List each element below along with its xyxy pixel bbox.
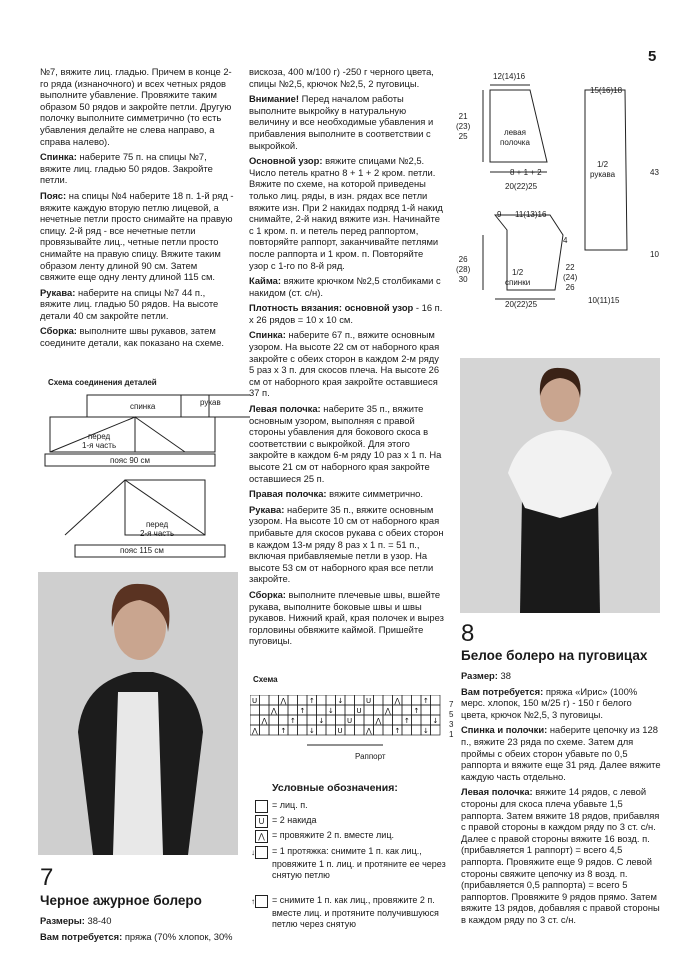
- text: вяжите спицами №2,5. Число петель кратно 8 + 1 + 2 кром. петли. Вяжите по схеме, на которой приведены только лиц. ряды, в изн. рядах все петли вяжите изн. При 2 накидах подряд 1-й накид снимайте, 2-й накид вяжите изн. Начинайте с 1 кром. п. и петель перед раппортом, повторяйте раппорт, заканчивайте петлями после раппорта и 1 кром. п. Повторяйте узор с 1-го по 8-й ряд.: [249, 155, 443, 271]
- scheme-cell: [412, 695, 422, 705]
- scheme-cell: [421, 715, 431, 725]
- text: наберите на спицы №7 44 п., вяжите лиц. гладью 50 рядов. На высоте детали 40 см закройте петли.: [40, 286, 219, 321]
- paragraph: №7, вяжите лиц. гладью. Причем в конце 2-го ряда (изнаночного) и всех четных рядов выполните убавление. Провяжите таким образом 50 рядов и закройте петли. Другую полочку выполните симметрично (то есть убавления делайте не слева направо, а справа налево).: [40, 66, 232, 147]
- scheme-cell: [412, 725, 422, 735]
- scheme-cell: [269, 695, 279, 705]
- scheme-cell: [317, 705, 327, 715]
- scheme-symbol: ⋀: [366, 727, 372, 735]
- paragraph-back: [40, 151, 235, 186]
- scheme-cell: [288, 695, 298, 705]
- text: наберите 75 п. на спицы №7, вяжите лиц. гладью 50 рядов. Закройте петли.: [40, 151, 213, 186]
- scheme-cell: [402, 705, 412, 715]
- text: на спицы №4 наберите 18 п. 1-й ряд - вяжите каждую вторую петлю лицевой, а нечетные петли просто снимайте на правую спицу. 2-й ряд - все нечетные петли провязывайте лиц., четные петли просто снимайте на правую спицу. Вяжите таким образом ленту длиной 90 см. Затем свяжите еще одну ленту длиной 115 см.: [40, 189, 234, 283]
- scheme-row-numbers: 7 5 3 1: [449, 700, 454, 739]
- paragraph-sleeve: [40, 287, 235, 322]
- scheme-cell: [355, 715, 365, 725]
- label: Левая полочка:: [249, 403, 321, 415]
- text: - 16 п. х 26 рядов = 10 х 10 см.: [249, 302, 443, 325]
- text: вяжите крючком №2,5 столбиками с накидом (ст. с/н).: [249, 275, 441, 298]
- page-number: 5: [648, 48, 657, 65]
- scheme-cell: [374, 695, 384, 705]
- model-7-illustration: [38, 572, 238, 855]
- pattern-back-r2: 22 (24) 26: [563, 263, 578, 292]
- scheme-cell: [393, 705, 403, 715]
- legend-item: ↓ = 1 протяжка: снимите 1 п. как лиц., провяжите 1 п. лиц. и протяните ее через снятую петлю: [251, 846, 446, 880]
- scheme-cell: [336, 715, 346, 725]
- scheme-symbol: ⋀: [375, 717, 382, 725]
- scheme-symbol: ⋀: [385, 707, 391, 715]
- text: наберите цепочку из 128 п., вяжите 23 ряда по схеме. Затем для проймы с обеих сторон убавьте по 0,5 раппорта и вяжите еще 31 ряд. Далее вяжите каждую часть отдельно.: [461, 724, 661, 782]
- scheme-cell: [364, 715, 374, 725]
- pattern-back-top1: 9: [497, 210, 502, 219]
- scheme-cell: [383, 725, 393, 735]
- label: Основной узор:: [249, 155, 323, 167]
- scheme-cell: [336, 705, 346, 715]
- label: Внимание!: [249, 93, 299, 105]
- text: наберите 35 п., вяжите основным узором, выполняя с правой стороны убавления для бокового скоса в соответствии с выкройкой. Для этого закройте в каждом 6-м ряду 10 раз х 1 п. На высоте 21 см от наборного края закройте оставшиеся 25 п.: [249, 403, 442, 484]
- text: пряжа «Ирис» (100% мерс. хлопок, 150 м/25 г) - 150 г белого цвета, крючок №2,5, 3 пуговицы.: [461, 685, 638, 720]
- scheme-cell: [412, 715, 422, 725]
- scheme-symbol: ⋀: [261, 717, 268, 725]
- scheme-cell: [402, 695, 412, 705]
- paragraph-assembly: [40, 325, 235, 348]
- scheme-cell: [431, 725, 441, 735]
- photo-model-8: [460, 358, 660, 613]
- label: Пояс:: [40, 189, 67, 201]
- scheme-cell: [269, 715, 279, 725]
- scheme-cell: [279, 705, 289, 715]
- knit-symbol-icon: [255, 800, 268, 813]
- column-2: [249, 66, 444, 651]
- scheme-symbol: ↑: [280, 727, 287, 735]
- label: Сборка:: [249, 588, 286, 600]
- label: Размер:: [461, 670, 498, 681]
- legend-item: ↑ = снимите 1 п. как лиц., провяжите 2 п. вместе лиц. и протяните получившуюся петлю через снятую: [251, 895, 439, 929]
- model-7-title: Черное ажурное болеро: [40, 893, 202, 908]
- diagram-label-belt1: пояс 90 см: [110, 456, 150, 465]
- scheme-symbol: ↓: [432, 717, 439, 725]
- assembly-diagram-title: Схема соединения деталей: [48, 378, 157, 387]
- scheme-cell: [431, 705, 441, 715]
- model-8-info: [461, 670, 661, 929]
- legend-title: Условные обозначения:: [272, 782, 398, 794]
- scheme-symbol: U: [366, 697, 372, 705]
- label: Размеры:: [40, 915, 85, 926]
- pattern-sleeve-bottom-height: 10: [650, 250, 659, 259]
- scheme-symbol: ↑: [394, 727, 401, 735]
- photo-model-7: [38, 572, 238, 855]
- pattern-back-side: 26 (28) 30: [456, 255, 471, 284]
- label: Плотность вязания: основной узор: [249, 302, 414, 314]
- scheme-title: Схема: [253, 675, 278, 684]
- scheme-symbol: ↑: [299, 707, 306, 715]
- scheme-symbol: ↓: [309, 727, 315, 735]
- pattern-back-label: 1/2 спинки: [505, 268, 531, 287]
- scheme-cell: [345, 695, 355, 705]
- model-7-number: 7: [40, 864, 54, 891]
- scheme-cell: [288, 705, 298, 715]
- pattern-back-r1: 4: [563, 236, 568, 245]
- label: Сборка:: [40, 325, 77, 337]
- scheme-cell: [383, 715, 393, 725]
- pattern-front-label: левая полочка: [500, 128, 530, 147]
- k2tog-icon: ⋀: [255, 830, 268, 843]
- label: Рукава:: [249, 503, 285, 515]
- assembly-diagram: [35, 390, 250, 565]
- scheme-cell: [307, 715, 317, 725]
- scheme-cell: [269, 725, 279, 735]
- scheme-cell: [383, 695, 393, 705]
- pattern-front-bottom2: 20(22)25: [505, 182, 538, 191]
- text: вяжите 14 рядов, с левой стороны для скоса плеча убавьте 1,5 раппорта. Затем вяжите 18 рядов, прибавляя с правой стороны в каждом ряду по 3 ст. с/н. Далее с правой стороны вяжите 16 возд. п. (прибавляется 1 раппорт) = всего 4,5 раппорта. Провяжите еще 9 рядов. С левой стороны свяжите цепочку из 8 возд. п. (прибавляется 0,5 раппорта) = всего 5 раппортов. Провяжите 9 рядов прямо. Затем вяжите 13 рядов, добавляя с правой стороны в каждом ряду по 3 ст. с/н.: [461, 786, 660, 925]
- stitch-scheme-grid: [250, 695, 450, 755]
- text: пряжа (70% хлопок, 30%: [122, 930, 233, 942]
- scheme-cell: [317, 695, 327, 705]
- column-1: [40, 66, 235, 353]
- scheme-symbol: U: [347, 717, 353, 725]
- scheme-cell: [355, 695, 365, 705]
- sk2p-icon: ↑: [255, 895, 268, 908]
- scheme-symbol: ↑: [309, 697, 315, 705]
- scheme-symbol: ⋀: [271, 707, 277, 715]
- skp-icon: ↓: [255, 846, 268, 859]
- scheme-cell: [298, 715, 308, 725]
- scheme-cell: [374, 725, 384, 735]
- paragraph: вискоза, 400 м/100 г) -250 г черного цвета, спицы №2,5, крючок №2,5, 2 пуговицы.: [249, 66, 434, 89]
- scheme-symbol: ↑: [413, 707, 420, 715]
- scheme-symbol: ⋀: [394, 697, 401, 705]
- label: Спинка и полочки:: [461, 724, 548, 736]
- scheme-cell: [317, 725, 327, 735]
- pattern-front-top: 12(14)16: [493, 72, 526, 81]
- scheme-cell: [298, 725, 308, 735]
- legend-item: = лиц. п.: [255, 800, 445, 813]
- scheme-symbol: ↓: [423, 727, 429, 735]
- scheme-symbol: U: [337, 727, 343, 735]
- yarn-over-icon: U: [255, 815, 268, 828]
- scheme-cell: [431, 695, 441, 705]
- label: Рукава:: [40, 286, 76, 298]
- scheme-cell: [345, 725, 355, 735]
- diagram-label-front1: перед 1-я часть: [82, 432, 117, 450]
- model-7-info: [40, 915, 240, 946]
- scheme-cell: [374, 705, 384, 715]
- scheme-cell: [326, 715, 336, 725]
- text: выполните швы рукавов, затем соедините детали, как показано на схеме.: [40, 325, 225, 349]
- pattern-sleeve-bottom: 10(11)15: [588, 296, 620, 305]
- pattern-back-top2: 11(13)16: [515, 210, 547, 219]
- label: Левая полочка:: [461, 786, 533, 798]
- scheme-rapport-label: Раппорт: [355, 752, 386, 761]
- scheme-symbol: ↓: [328, 707, 334, 715]
- scheme-cell: [250, 705, 260, 715]
- scheme-cell: [260, 695, 270, 705]
- diagram-label-sleeve: рукав: [200, 398, 221, 407]
- scheme-cell: [260, 705, 270, 715]
- scheme-symbol: U: [356, 707, 362, 715]
- scheme-cell: [250, 715, 260, 725]
- scheme-cell: [326, 695, 336, 705]
- scheme-cell: [421, 705, 431, 715]
- text: Перед началом работы выполните выкройку в натуральную величину и все необходимые убавления и прибавления выполните в соответствии с выкройкой.: [249, 93, 434, 151]
- scheme-cell: [307, 705, 317, 715]
- text: 38-40: [84, 915, 112, 926]
- pattern-front-bottom1: 8 + 1 + 2: [510, 168, 542, 177]
- label: Кайма:: [249, 275, 281, 287]
- pattern-sleeve-top: 15(16)18: [590, 86, 623, 95]
- scheme-cell: [260, 725, 270, 735]
- scheme-cell: [364, 705, 374, 715]
- legend-item: U = 2 накида: [255, 815, 445, 828]
- scheme-symbol: ↑: [423, 697, 429, 705]
- pattern-back-bottom: 20(22)25: [505, 300, 538, 309]
- pattern-sleeve-label: 1/2 рукава: [590, 160, 616, 179]
- text: 38: [497, 670, 511, 681]
- scheme-cell: [298, 695, 308, 705]
- text: выполните плечевые швы, вшейте рукава, выполните боковые швы и швы рукавов. Нижний край, края полочек и вырез горловины обвяжите каймой. Пришейте пуговицы.: [249, 588, 444, 647]
- scheme-cell: [355, 725, 365, 735]
- label: Правая полочка:: [249, 488, 327, 500]
- scheme-symbol: U: [252, 697, 258, 705]
- scheme-symbol: ⋀: [280, 697, 287, 705]
- scheme-cell: [326, 725, 336, 735]
- model-8-number: 8: [461, 620, 475, 647]
- text: наберите 67 п., вяжите основным узором. На высоте 22 см от наборного края закройте с обеих сторон в каждом 2-м ряду 5 раз х 3 п. для скосов плеча. На высоте 26 см от наборного края закройте оставшиеся 37 п.: [249, 329, 440, 399]
- text: наберите 35 п., вяжите основным узором. На высоте 10 см от наборного края прибавьте для скосов рукава с обеих сторон в каждом 13-м ряду 8 раз х 1 п. = 51 п., включая прибавляемые петли в узор. На высоте 53 см от наборного края все петли закройте.: [249, 503, 444, 585]
- diagram-label-front2: перед 2-я часть: [140, 520, 175, 538]
- label: Вам потребуется:: [461, 685, 544, 697]
- scheme-symbol: ↑: [290, 717, 296, 725]
- legend-item: ⋀ = провяжите 2 п. вместе лиц.: [255, 830, 445, 843]
- scheme-cell: [393, 715, 403, 725]
- scheme-symbol: ↓: [318, 717, 325, 725]
- scheme-cell: [345, 705, 355, 715]
- scheme-symbol: ⋀: [252, 727, 258, 735]
- model-8-title: Белое болеро на пуговицах: [461, 648, 648, 663]
- scheme-symbol: ↑: [404, 717, 410, 725]
- model-8-illustration: [460, 358, 660, 613]
- pattern-sleeve-height: 43: [650, 168, 659, 177]
- diagram-label-belt2: пояс 115 см: [120, 546, 164, 555]
- paragraph-belt: [40, 190, 235, 283]
- label: Вам потребуется:: [40, 930, 123, 942]
- scheme-cell: [288, 725, 298, 735]
- diagram-label-back: спинка: [130, 402, 156, 411]
- scheme-cell: [279, 715, 289, 725]
- label: Спинка:: [40, 151, 77, 163]
- scheme-symbol: ↓: [337, 697, 344, 705]
- label: Спинка:: [249, 329, 286, 341]
- pattern-front-side: 21 (23) 25: [456, 112, 471, 141]
- text: вяжите симметрично.: [326, 488, 423, 500]
- scheme-cell: [402, 725, 412, 735]
